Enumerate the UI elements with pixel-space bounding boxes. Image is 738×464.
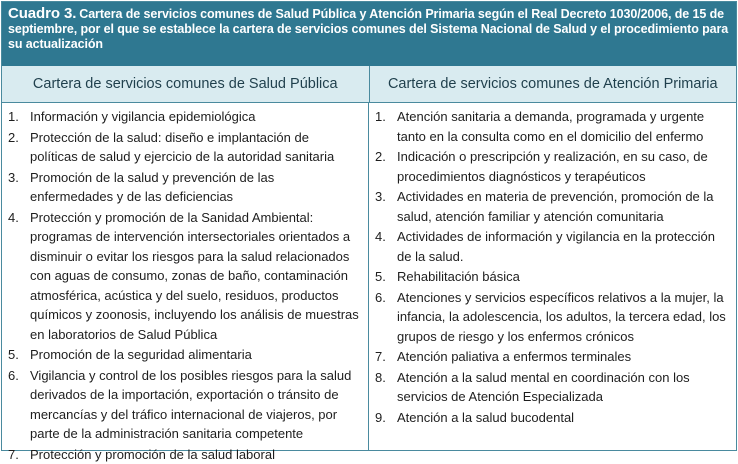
item-number: 3. — [375, 187, 397, 226]
caption-text: Cartera de servicios comunes de Salud Pública y Atención Primaria según el Real Decreto 1030/2006, de 15 de septiembre, por el que se establece la cartera de servicios comunes del Sistema Nacional de Salud y el procedimiento para su actualización — [8, 7, 728, 51]
item-number: 3. — [8, 168, 30, 207]
list-item — [375, 267, 728, 287]
item-number: 9. — [375, 408, 397, 428]
list-item — [8, 366, 360, 444]
item-number: 1. — [8, 107, 30, 127]
salud-publica-column — [2, 103, 369, 450]
header-salud-publica: Cartera de servicios comunes de Salud Pública — [2, 66, 370, 102]
atencion-primaria-list — [375, 107, 728, 427]
item-text: Atención sanitaria a demanda, programada y urgente tanto en la consulta como en el domicilio del enfermo — [397, 107, 728, 146]
list-item — [8, 168, 360, 207]
item-number: 4. — [375, 227, 397, 266]
list-item — [375, 147, 728, 186]
header-atencion-primaria: Cartera de servicios comunes de Atención Primaria — [370, 66, 737, 102]
item-text: Protección y promoción de la salud laboral — [30, 445, 360, 464]
list-item — [375, 408, 728, 428]
item-text: Atenciones y servicios específicos relativos a la mujer, la infancia, la adolescencia, los adultos, la tercera edad, los grupos de riesgo y los enfermos crónicos — [397, 288, 728, 347]
item-text: Protección de la salud: diseño e implantación de políticas de salud y ejercicio de la autoridad sanitaria — [30, 128, 360, 167]
item-text: Actividades en materia de prevención, promoción de la salud, atención familiar y atención comunitaria — [397, 187, 728, 226]
item-number: 6. — [375, 288, 397, 347]
list-item — [375, 107, 728, 146]
item-number: 8. — [375, 368, 397, 407]
item-text: Promoción de la seguridad alimentaria — [30, 345, 360, 365]
item-text: Protección y promoción de la Sanidad Ambiental: programas de intervención intersectoriales orientados a disminuir o evitar los riesgos para la salud relacionados con aguas de consumo, zonas de baño, contaminación atmosférica, acústica y del suelo, residuos, productos químicos y zoonosis, incluyendo los análisis de muestras en laboratorios de Salud Pública — [30, 208, 360, 345]
item-number: 5. — [375, 267, 397, 287]
item-text: Atención paliativa a enfermos terminales — [397, 347, 728, 367]
list-item — [8, 107, 360, 127]
item-number: 5. — [8, 345, 30, 365]
atencion-primaria-column — [369, 103, 736, 450]
list-item — [375, 227, 728, 266]
item-text: Atención a la salud mental en coordinación con los servicios de Atención Especializada — [397, 368, 728, 407]
item-number: 7. — [8, 445, 30, 464]
item-number: 1. — [375, 107, 397, 146]
list-item — [8, 445, 360, 464]
salud-publica-list — [8, 107, 360, 464]
item-text: Vigilancia y control de los posibles riesgos para la salud derivados de la importación, exportación o tránsito de mercancías y del tráfico internacional de viajeros, por parte de la administración sanitaria competente — [30, 366, 360, 444]
item-text: Indicación o prescripción y realización, en su caso, de procedimientos diagnósticos y terapéuticos — [397, 147, 728, 186]
list-item — [375, 288, 728, 347]
item-number: 6. — [8, 366, 30, 444]
column-headers — [2, 66, 736, 103]
item-text: Actividades de información y vigilancia en la protección de la salud. — [397, 227, 728, 266]
item-number: 7. — [375, 347, 397, 367]
list-item — [375, 347, 728, 367]
table-caption — [2, 2, 736, 66]
list-item — [8, 208, 360, 345]
item-number: 4. — [8, 208, 30, 345]
item-text: Rehabilitación básica — [397, 267, 728, 287]
list-item — [375, 187, 728, 226]
caption-label: Cuadro 3. — [8, 5, 76, 22]
item-number: 2. — [375, 147, 397, 186]
item-text: Atención a la salud bucodental — [397, 408, 728, 428]
list-item — [375, 368, 728, 407]
list-item — [8, 345, 360, 365]
item-number: 2. — [8, 128, 30, 167]
item-text: Promoción de la salud y prevención de las enfermedades y de las deficiencias — [30, 168, 360, 207]
services-table — [1, 1, 737, 451]
item-text: Información y vigilancia epidemiológica — [30, 107, 360, 127]
table-body — [2, 103, 736, 450]
list-item — [8, 128, 360, 167]
